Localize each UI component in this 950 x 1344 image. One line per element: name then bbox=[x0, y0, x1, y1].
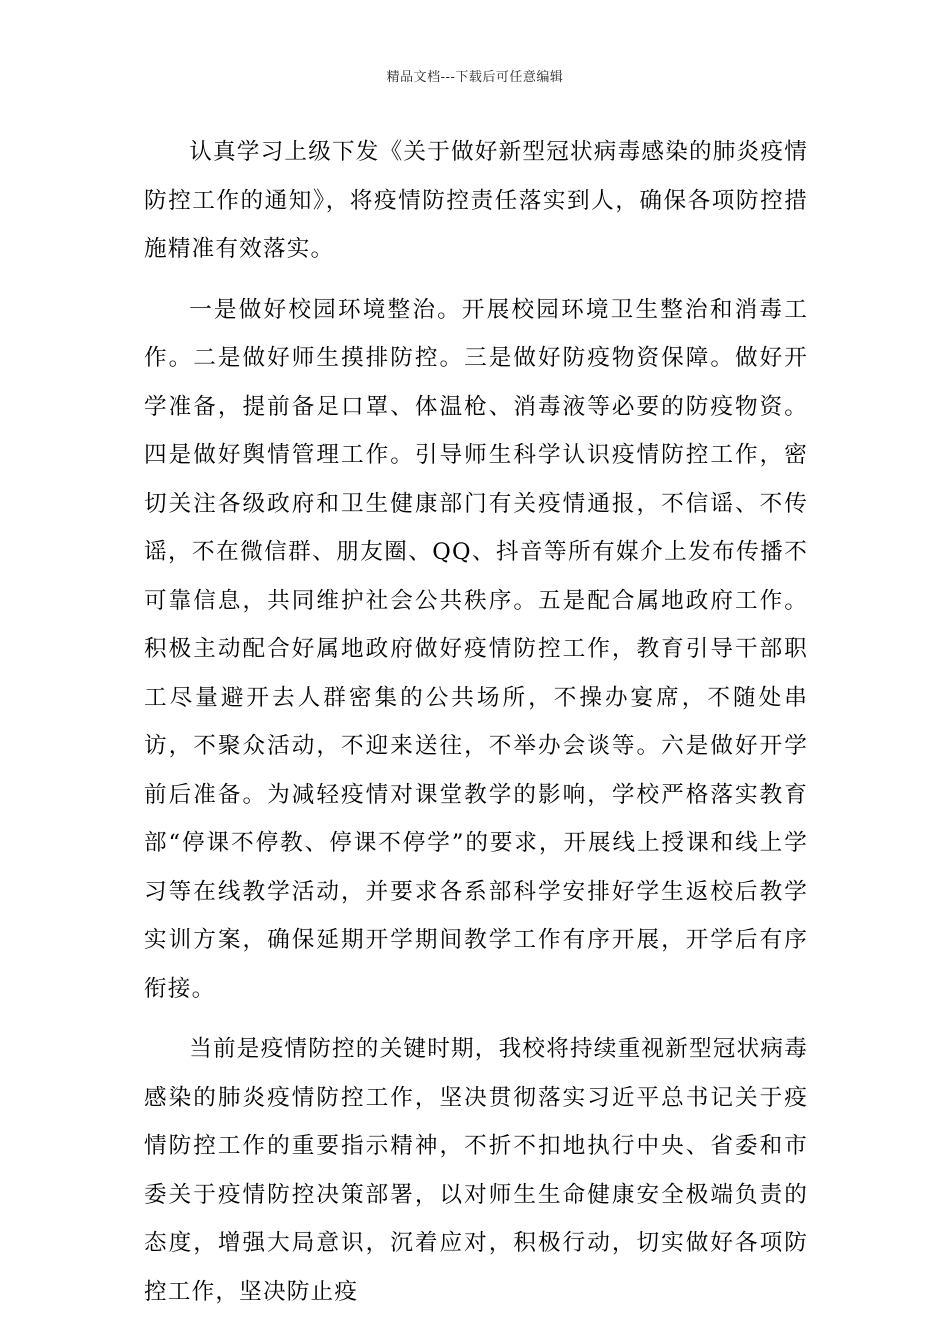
paragraph-1: 认真学习上级下发《关于做好新型冠状病毒感染的肺炎疫情防控工作的通知》，将疫情防控责任落实到人，确保各项防控措施精准有效落实。 bbox=[144, 139, 808, 262]
document-body bbox=[144, 128, 808, 1328]
paragraph-2: 一是做好校园环境整治。开展校园环境卫生整治和消毒工作。二是做好师生摸排防控。三是做好防疫物资保障。做好开学准备，提前备足口罩、体温枪、消毒液等必要的防疫物资。四是做好舆情管理工作。引导师生科学认识疫情防控工作，密切关注各级政府和卫生健康部门有关疫情通报，不信谣、不传谣，不在微信群、朋友圈、QQ、抖音等所有媒介上发布传播不可靠信息，共同维护社会公共秩序。五是配合属地政府工作。积极主动配合好属地政府做好疫情防控工作，教育引导干部职工尽量避开去人群密集的公共场所，不操办宴席，不随处串访，不聚众活动，不迎来送往，不举办会谈等。六是做好开学前后准备。为减轻疫情对课堂教学的影响，学校严格落实教育部“停课不停教、停课不停学”的要求，开展线上授课和线上学习等在线教学活动，并要求各系部科学安排好学生返校后教学实训方案，确保延期开学期间教学工作有序开展，开学后有序衔接。 bbox=[144, 296, 808, 1002]
page-header: 精品文档---下载后可任意编辑 bbox=[386, 70, 564, 85]
paragraph-3: 当前是疫情防控的关键时期，我校将持续重视新型冠状病毒感染的肺炎疫情防控工作，坚决贯彻落实习近平总书记关于疫情防控工作的重要指示精神，不折不扣地执行中央、省委和市委关于疫情防控决策部署，以对师生生命健康安全极端负责的态度，增强大局意识，沉着应对，积极行动，切实做好各项防控工作，坚决防止疫 bbox=[144, 1036, 808, 1305]
